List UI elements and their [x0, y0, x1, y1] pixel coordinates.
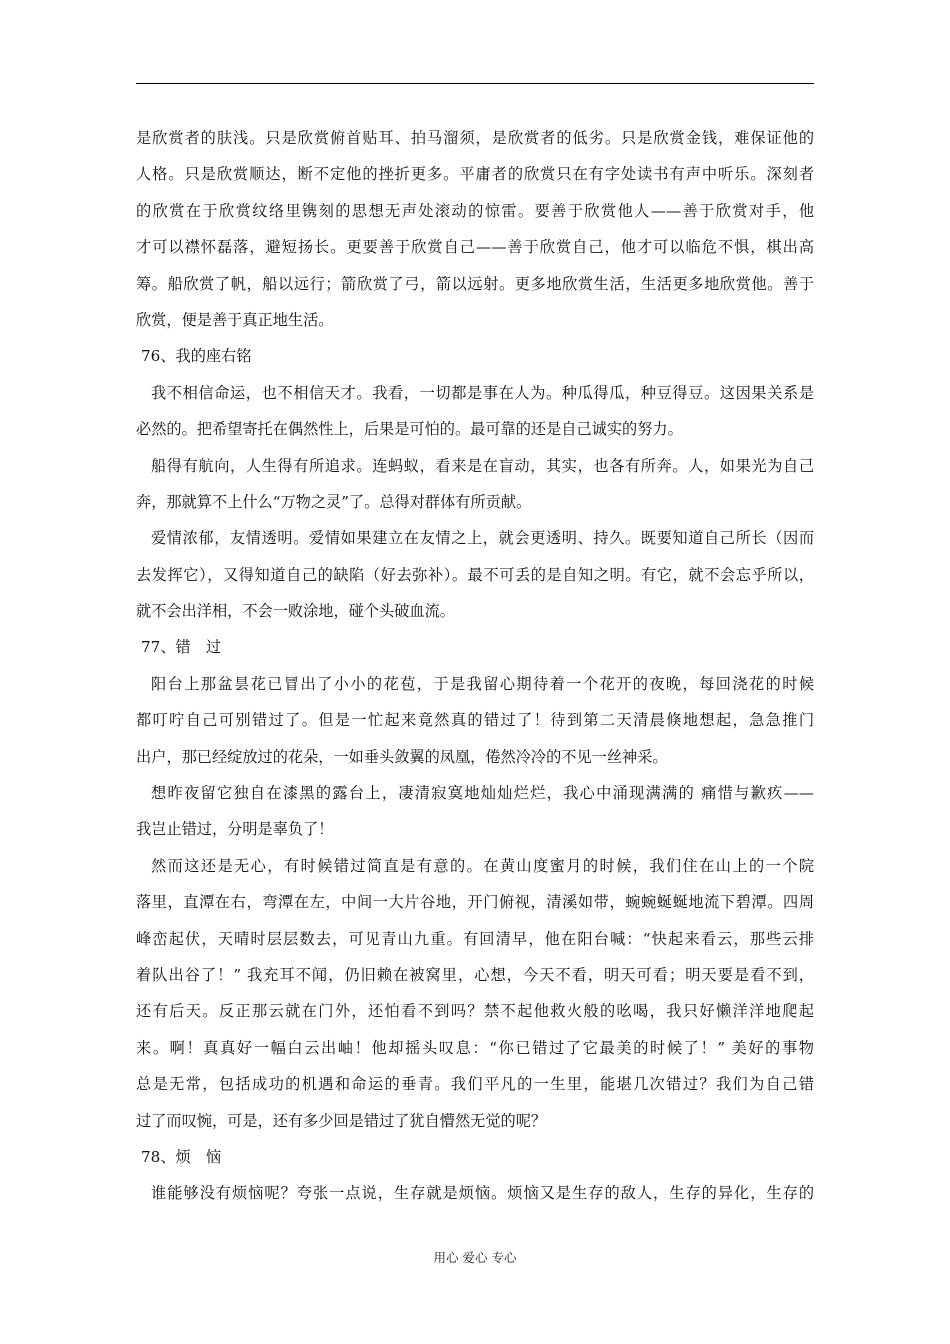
header-rule [136, 83, 814, 84]
body-line: 谁能够没有烦恼呢？夸张一点说，生存就是烦恼。烦恼又是生存的敌人，生存的异化，生存的 [151, 1184, 814, 1203]
body-line: 去发挥它），又得知道自己的缺陷（好去弥补）。最不可丢的是自知之明。有它，就不会忘乎所以， [136, 565, 814, 584]
body-line: 必然的。把希望寄托在偶然性上，后果是可怕的。最可靠的还是自己诚实的努力。 [136, 420, 683, 439]
page-footer: 用心 爱心 专心 [433, 1250, 517, 1265]
body-line: 都叮咛自己可别错过了。但是一忙起来竟然真的错过了！待到第二天清晨倏地想起，急急推门 [136, 711, 814, 730]
body-line: 船得有航向，人生得有所追求。连蚂蚁，看来是在盲动，其实，也各有所奔。人，如果光为自己 [151, 456, 814, 475]
body-line: 总是无常，包括成功的机遇和命运的垂青。我们平凡的一生里，能堪几次错过？我们为自己错 [136, 1075, 814, 1094]
body-line: 筹。船欣赏了帆，船以远行；箭欣赏了弓，箭以远射。更多地欣赏生活，生活更多地欣赏他。善于 [136, 274, 814, 293]
body-line: 然而这还是无心，有时候错过简直是有意的。在黄山度蜜月的时候，我们住在山上的一个院 [151, 856, 814, 875]
body-line: 还有后天。反正那云就在门外，还怕看不到吗？禁不起他救火般的吆喝，我只好懒洋洋地爬起 [136, 1002, 814, 1021]
body-line: 人格。只是欣赏顺达，断不定他的挫折更多。平庸者的欣赏只在有字处读书有声中听乐。深刻者 [136, 165, 814, 184]
body-line: 就不会出洋相，不会一败涂地，碰个头破血流。 [136, 602, 455, 621]
section-heading-77: 77、错 过 [141, 638, 222, 657]
section-heading-78: 78、烦 恼 [141, 1147, 222, 1166]
body-line: 我不相信命运，也不相信天才。我看，一切都是事在人为。种瓜得瓜，种豆得豆。这因果关系是 [151, 383, 814, 402]
body-line: 阳台上那盆昙花已冒出了小小的花苞，于是我留心期待着一个花开的夜晚，每回浇花的时候 [151, 674, 814, 693]
body-line: 我岂止错过，分明是辜负了！ [136, 820, 334, 839]
body-line: 的欣赏在于欣赏纹络里镌刻的思想无声处滚动的惊雷。要善于欣赏他人——善于欣赏对手，他 [136, 201, 814, 220]
body-line: 过了而叹惋，可是，还有多少回是错过了犹自懵然无觉的呢？ [136, 1111, 547, 1130]
body-line: 爱情浓郁，友情透明。爱情如果建立在友情之上，就会更透明、持久。既要知道自己所长（因而 [151, 529, 814, 548]
body-line: 奔，那就算不上什么“万物之灵”了。总得对群体有所贡献。 [136, 492, 532, 511]
body-line: 来。啊！真真好一幅白云出岫！他却摇头叹息：“你已错过了它最美的时候了！” 美好的事物 [136, 1038, 814, 1057]
body-line: 落里，直潭在右，弯潭在左，中间一大片谷地，开门俯视，清溪如带，蜿蜿蜒蜒地流下碧潭。四周 [136, 893, 814, 912]
body-line: 是欣赏者的肤浅。只是欣赏俯首贴耳、拍马溜须，是欣赏者的低劣。只是欣赏金钱，难保证他的 [136, 129, 814, 147]
body-line: 才可以襟怀磊落，避短扬长。更要善于欣赏自己——善于欣赏自己，他才可以临危不惧，棋出高 [136, 238, 814, 257]
body-line: 出户，那已经绽放过的花朵，一如垂头敛翼的凤凰，倦然冷冷的不见一丝神采。 [136, 747, 668, 766]
document-body [136, 120, 814, 1212]
section-heading-76: 76、我的座右铭 [141, 347, 252, 366]
body-line: 想昨夜留它独自在漆黑的露台上，凄清寂寞地灿灿烂烂，我心中涌现满满的 痛惜与歉疚—— [151, 784, 814, 803]
body-line: 着队出谷了！” 我充耳不闻，仍旧赖在被窝里，心想，今天不看，明天可看；明天要是看不到， [136, 965, 814, 984]
body-line: 欣赏，便是善于真正地生活。 [136, 310, 334, 329]
body-line: 峰峦起伏，天晴时层层数去，可见青山九重。有回清早，他在阳台喊：“快起来看云，那些云排 [136, 929, 814, 948]
